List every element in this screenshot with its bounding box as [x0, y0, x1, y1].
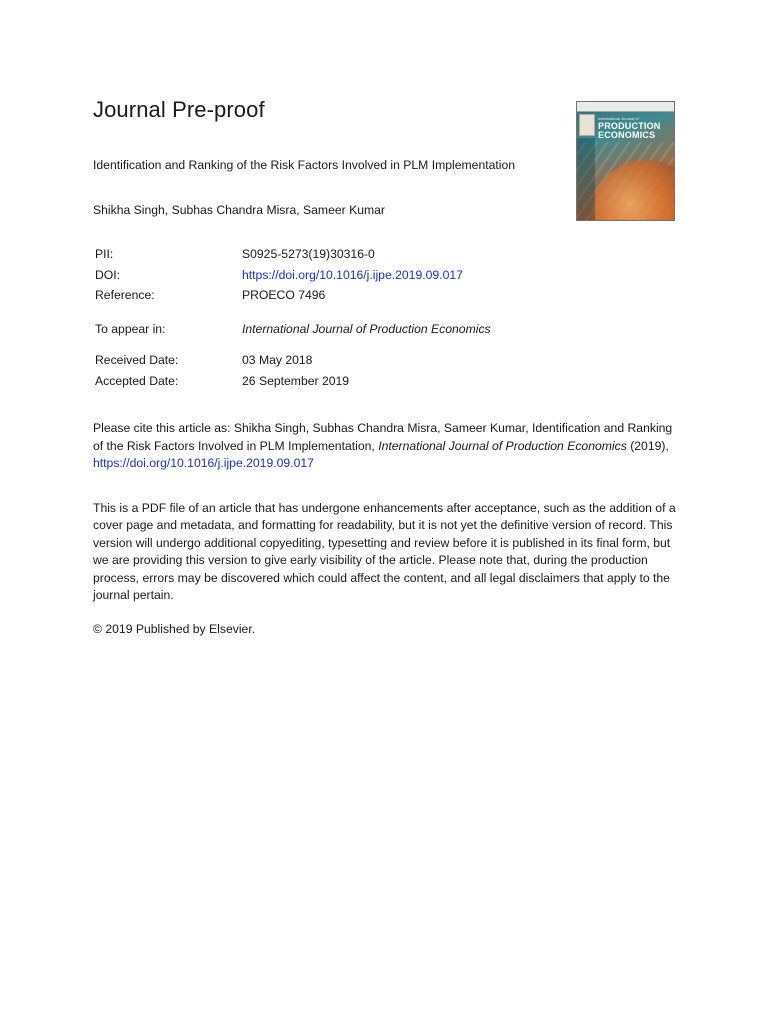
citation-year: (2019), — [630, 438, 669, 453]
doi-label: DOI: — [95, 267, 121, 282]
cover-journal-line1: PRODUCTION — [598, 121, 661, 131]
received-value: 03 May 2018 — [242, 353, 313, 367]
spacer — [95, 306, 491, 319]
accepted-label: Accepted Date: — [95, 373, 179, 388]
spacer — [95, 339, 491, 350]
doi-link[interactable]: https://doi.org/10.1016/j.ijpe.2019.09.017 — [242, 267, 463, 282]
cover-top-strip — [577, 102, 674, 112]
citation-journal: International Journal of Production Economics — [378, 438, 627, 453]
meta-row-appear — [95, 319, 491, 340]
meta-row-pii — [95, 244, 491, 265]
citation-prefix: Please cite this article as: Shikha Singh, Subhas Chandra Misra, Sameer Kumar, Identification and Ranking of the Risk Factors Involved in PLM Implementation, — [93, 421, 673, 453]
article-authors: Shikha Singh, Subhas Chandra Misra, Sameer Kumar — [93, 203, 385, 217]
article-metadata — [95, 244, 491, 391]
cover-journal-prefix: International Journal of — [598, 116, 639, 121]
reference-label: Reference: — [95, 288, 155, 302]
pre-proof-heading: Journal Pre-proof — [93, 97, 265, 122]
citation-doi-link[interactable]: https://doi.org/10.1016/j.ijpe.2019.09.017 — [93, 456, 314, 470]
meta-row-doi — [95, 265, 491, 286]
citation-paragraph — [93, 420, 683, 473]
publisher-logo-icon — [579, 114, 595, 136]
received-label: Received Date: — [95, 353, 179, 367]
pdf-notice-paragraph: This is a PDF file of an article that has undergone enhancements after acceptance, such as the addition of a cover page and metadata, and formatting for readability, but it is not yet the definitive version of record. This version will undergo additional copyediting, typesetting and review before it is published in its final form, but we are providing this version to give early visibility of the article. Please note that, during the production process, errors may be discovered which could affect the content, and all legal disclaimers that apply to the journal pertain. — [93, 501, 676, 603]
meta-row-accepted — [95, 371, 491, 392]
meta-row-reference — [95, 285, 491, 306]
cover-journal-name — [598, 122, 661, 140]
appear-value: International Journal of Production Economics — [242, 321, 491, 336]
accepted-value: 26 September 2019 — [242, 373, 350, 388]
copyright-notice: © 2019 Published by Elsevier. — [93, 622, 256, 636]
pii-label: PII: — [95, 247, 114, 261]
journal-cover-image — [576, 101, 675, 221]
cover-side-panel — [577, 138, 595, 221]
cover-journal-line2: ECONOMICS — [598, 130, 656, 140]
pii-value: S0925-5273(19)30316-0 — [242, 247, 375, 261]
meta-row-received — [95, 350, 491, 371]
reference-value: PROECO 7496 — [242, 288, 326, 302]
article-title: Identification and Ranking of the Risk Factors Involved in PLM Implementation — [93, 158, 516, 172]
appear-label: To appear in: — [95, 321, 166, 336]
